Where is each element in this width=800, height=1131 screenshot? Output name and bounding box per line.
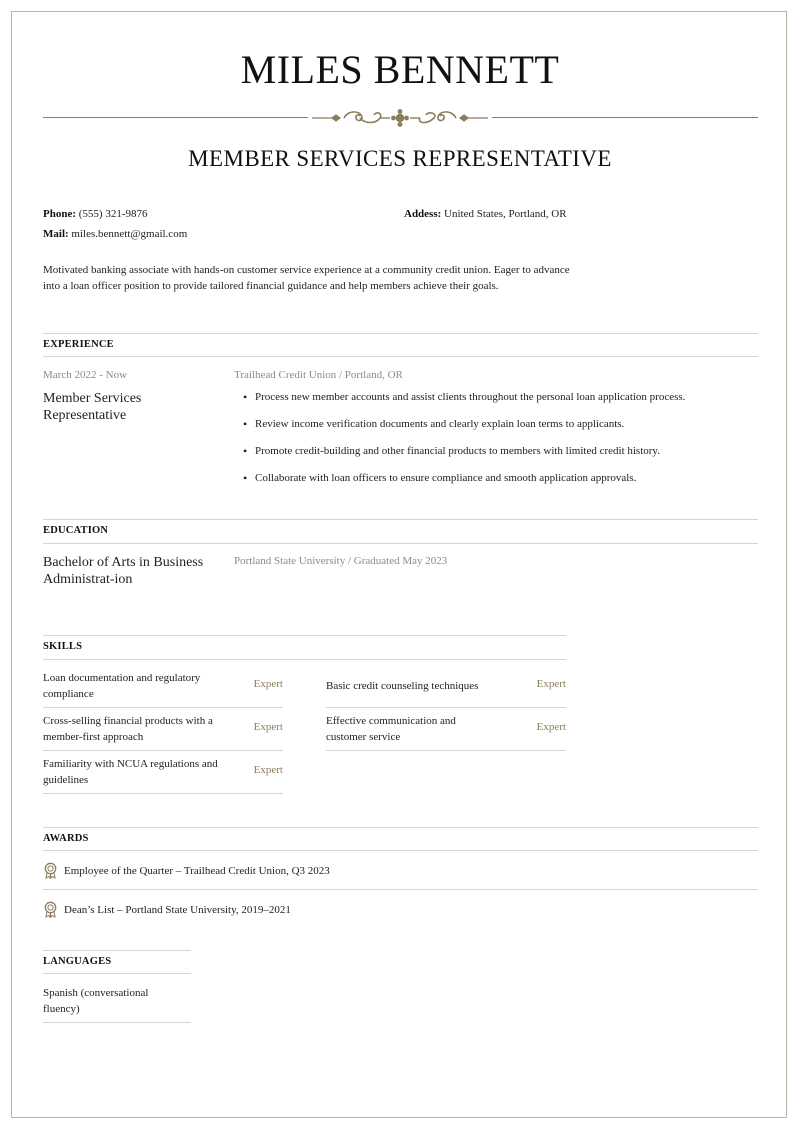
contact-mail <box>43 228 187 240</box>
skill-item <box>43 751 283 794</box>
section-divider <box>43 1022 191 1023</box>
skill-level: Expert <box>536 721 566 733</box>
skill-item <box>326 708 566 751</box>
skill-name: Familiarity with NCUA regulations and guidelines <box>43 758 218 786</box>
header-rule-right <box>492 117 758 118</box>
section-divider <box>43 333 758 334</box>
skill-level: Expert <box>253 764 283 776</box>
skill-item <box>326 665 566 708</box>
flourish-ornament-icon <box>310 106 490 130</box>
section-divider <box>43 356 758 357</box>
job-title: MEMBER SERVICES REPRESENTATIVE <box>188 146 612 171</box>
contact-phone <box>43 208 148 220</box>
award-item <box>43 901 291 918</box>
award-text: Dean’s List – Portland State University, 2019–2021 <box>64 903 291 916</box>
skill-item <box>43 708 283 751</box>
list-item: • Collaborate with loan officers to ensure compliance and smooth application approvals. <box>243 470 763 497</box>
award-item <box>43 862 330 879</box>
awards-heading: AWARDS <box>43 833 89 844</box>
skill-level: Expert <box>536 678 566 690</box>
address-label: Addess: <box>404 208 442 220</box>
skill-name: Loan documentation and regulatory compliance <box>43 672 201 700</box>
skill-name: Basic credit counseling techniques <box>326 680 479 692</box>
header-rule-left <box>43 117 308 118</box>
experience-role: Member Services Representative <box>43 391 142 423</box>
award-medal-icon <box>43 862 58 879</box>
address-value: United States, Portland, OR <box>444 208 567 220</box>
experience-heading: EXPERIENCE <box>43 339 114 350</box>
languages-heading: LANGUAGES <box>43 956 112 967</box>
award-text: Employee of the Quarter – Trailhead Credit Union, Q3 2023 <box>64 864 330 877</box>
list-item: • Review income verification documents and clearly explain loan terms to applicants. <box>243 416 763 443</box>
section-divider <box>43 519 758 520</box>
experience-bullets <box>243 389 763 497</box>
education-degree: Bachelor of Arts in Business Administrat-ion <box>43 555 204 587</box>
section-divider <box>43 850 758 851</box>
contact-address <box>404 208 567 220</box>
skill-name: Effective communication and customer service <box>326 715 456 743</box>
section-divider <box>43 827 758 828</box>
list-item: • Promote credit-building and other financial products to members with limited credit history. <box>243 443 763 470</box>
language-item: Spanish (conversational fluency) <box>43 987 149 1015</box>
section-divider <box>43 635 566 636</box>
phone-label: Phone: <box>43 208 76 220</box>
experience-company: Trailhead Credit Union / Portland, OR <box>234 369 403 381</box>
experience-dates: March 2022 - Now <box>43 369 128 381</box>
section-divider <box>43 889 758 890</box>
skill-item <box>43 665 283 708</box>
skills-heading: SKILLS <box>43 641 83 652</box>
education-school: Portland State University / Graduated May 2023 <box>234 555 448 567</box>
mail-label: Mail: <box>43 228 69 240</box>
skill-level: Expert <box>253 678 283 690</box>
skill-name: Cross-selling financial products with a member-first approach <box>43 715 213 743</box>
list-item: • Process new member accounts and assist clients throughout the personal loan application process. <box>243 389 763 416</box>
mail-value[interactable]: miles.bennett@gmail.com <box>71 228 188 240</box>
section-divider <box>43 659 566 660</box>
award-medal-icon <box>43 901 58 918</box>
phone-value: (555) 321-9876 <box>78 208 148 220</box>
profile-summary: Motivated banking associate with hands-on customer service experience at a community credit union. Eager to advance into a loan officer position to provide tailored financial guidance and help members achieve their goals. <box>43 264 570 292</box>
skill-level: Expert <box>253 721 283 733</box>
candidate-name: MILES BENNETT <box>240 47 560 92</box>
education-heading: EDUCATION <box>43 525 109 536</box>
section-divider <box>43 543 758 544</box>
section-divider <box>43 973 191 974</box>
section-divider <box>43 950 191 951</box>
